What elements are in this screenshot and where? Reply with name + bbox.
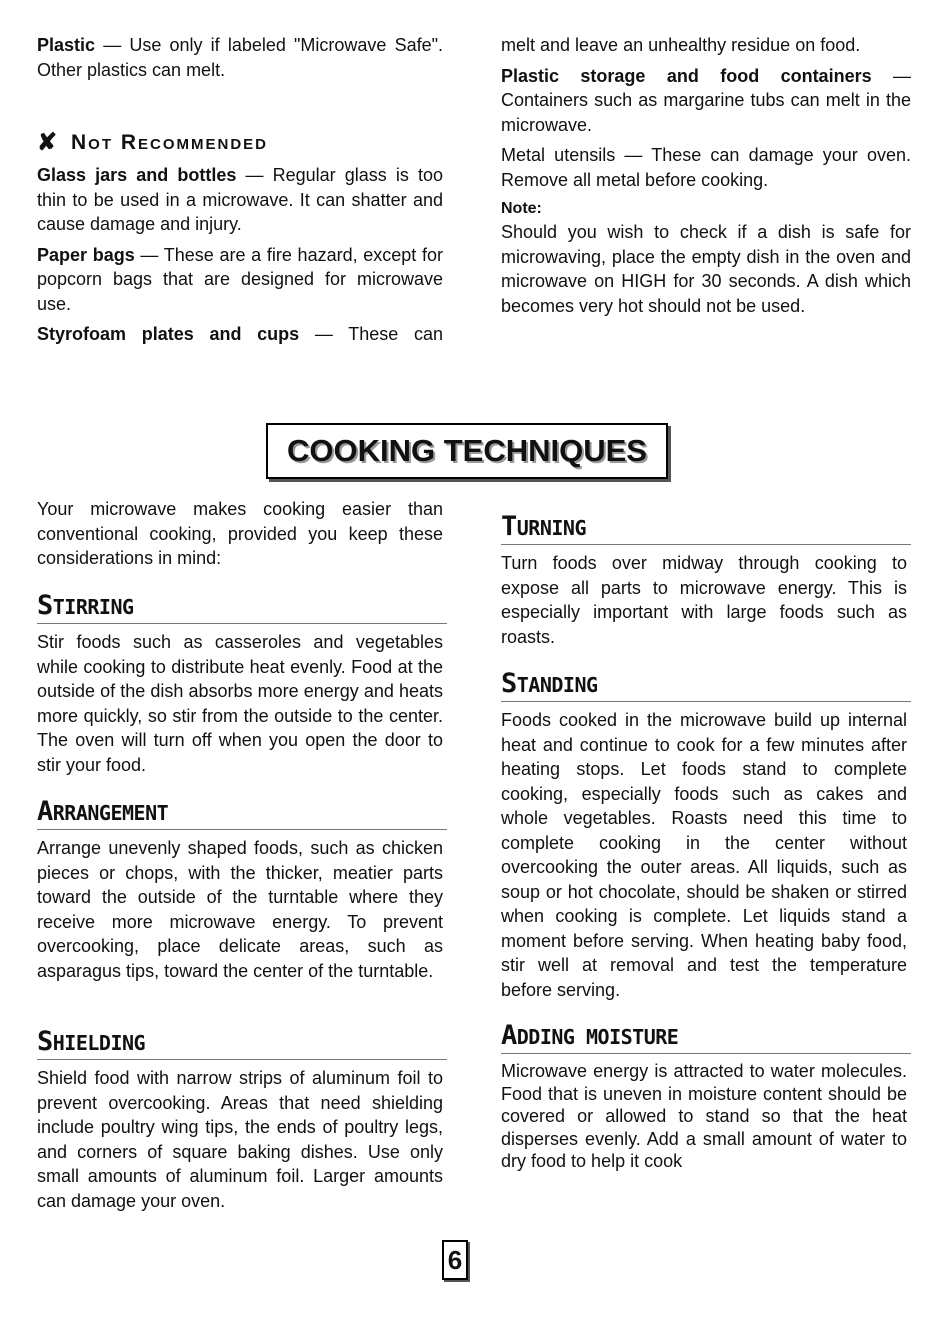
glass-text: — Regular glass is too thin to be used in a microwave. It can shatter and cause damage and injury. [37,165,443,234]
note-text: Should you wish to check if a dish is safe for microwaving, place the empty dish in the oven and microwave on HIGH for 30 seconds. A dish which becomes very hot should not be used. [501,222,911,316]
shielding-text: Shield food with narrow strips of aluminum foil to prevent overcooking. Areas that need shielding include poultry wing tips, the ends of poultry legs, and corners of square baking dishes. Use only small amounts of aluminum foil. Larger amounts can damage your oven. [37,1068,443,1211]
arrangement-heading [37,796,447,830]
shielding-heading [37,1026,447,1060]
turning-heading-rest: URNING [516,516,587,540]
turning-heading-initial: T [501,511,517,542]
section-adding-moisture [501,1020,911,1173]
stirring-heading [37,590,447,624]
arrangement-heading-rest: RRANGEMENT [52,801,169,825]
plastic-paragraph [37,33,443,82]
section-shielding [37,1026,447,1213]
adding-moisture-heading-rest: DDING MOISTURE [516,1025,679,1049]
styrofoam-paragraph [37,322,443,347]
paper-paragraph [37,243,443,317]
glass-label: Glass jars and bottles [37,165,237,185]
stirring-text: Stir foods such as casseroles and vegetables while cooking to distribute heat evenly. Food at the outside of the dish absorbs more energy and heats more quickly, so stir from the outside to the center. The oven will turn off when you open the door to stir your food. [37,632,443,775]
adding-moisture-heading-initial: A [501,1020,517,1051]
intro-text: Your microwave makes cooking easier than conventional cooking, provided you keep these considerations in mind: [37,499,443,568]
adding-moisture-text: Microwave energy is attracted to water molecules. Food that is uneven in moisture content should be covered or allowed to stand so that the heat disperses evenly. Add a small amount of water to dry food to help it cook [501,1061,907,1171]
stirring-heading-rest: TIRRING [52,595,134,619]
plastic-text: — Use only if labeled "Microwave Safe". Other plastics can melt. [37,35,443,80]
turning-text: Turn foods over midway through cooking to expose all parts to microwave energy. This is especially important with large foods such as roasts. [501,553,907,647]
plastic-storage-text: — Containers such as margarine tubs can melt in the microwave. [501,65,911,135]
section-turning [501,511,911,649]
arrangement-text: Arrange unevenly shaped foods, such as chicken pieces or chops, with the thicker, meatier parts toward the outside of the turntable where they receive more microwave energy. To prevent overcooking, place delicate areas, such as asparagus tips, toward the center of the turntable. [37,838,443,981]
page-title: COOKING TECHNIQUES [287,433,647,468]
metal-utensils-paragraph: Metal utensils — These can damage your oven. Remove all metal before cooking. [501,145,911,190]
note-label: Note: [501,200,542,217]
shielding-heading-initial: S [37,1026,53,1057]
cross-icon: ✘ [37,129,60,156]
glass-paragraph [37,163,443,237]
top-right-column [501,33,911,318]
paper-text: — These are a fire hazard, except for popcorn bags that are designed for microwave use. [37,244,443,314]
paper-label: Paper bags [37,244,135,265]
page-number [442,1240,468,1280]
adding-moisture-heading [501,1020,911,1054]
turning-heading [501,511,911,545]
plastic-storage-label: Plastic storage and food containers [501,65,872,86]
standing-heading-rest: TANDING [516,673,598,697]
stirring-heading-initial: S [37,590,53,621]
page-number-value: 6 [447,1244,463,1275]
intro-block [37,497,443,571]
cooking-techniques-title-box [266,423,668,479]
standing-heading [501,668,911,702]
arrangement-heading-initial: A [37,796,53,827]
shielding-heading-rest: HIELDING [52,1031,146,1055]
not-recommended-label: Not Recommended [71,130,268,154]
not-recommended-heading [37,128,443,157]
standing-heading-initial: S [501,668,517,699]
plastic-storage-paragraph [501,64,911,138]
styrofoam-text: — These can [299,324,443,344]
section-stirring [37,590,447,777]
section-arrangement [37,796,447,983]
standing-text: Foods cooked in the microwave build up internal heat and continue to cook for a few minutes after heating stops. Let foods stand to complete cooking, especially foods such as cakes and whole vegetables. Roasts need this time to complete cooking in the center without overcooking the outer areas. All liquids, such as soup or hot chocolate, should be shaken or stirred when cooking is complete. Let liquids stand a moment before serving. When heating baby food, stir well at removal and test the temperature before serving. [501,710,907,1000]
styrofoam-continued: melt and leave an unhealthy residue on food. [501,35,861,55]
styrofoam-label: Styrofoam plates and cups [37,324,300,344]
plastic-label: Plastic [37,35,96,55]
top-left-column [37,33,443,347]
section-standing [501,668,911,1002]
